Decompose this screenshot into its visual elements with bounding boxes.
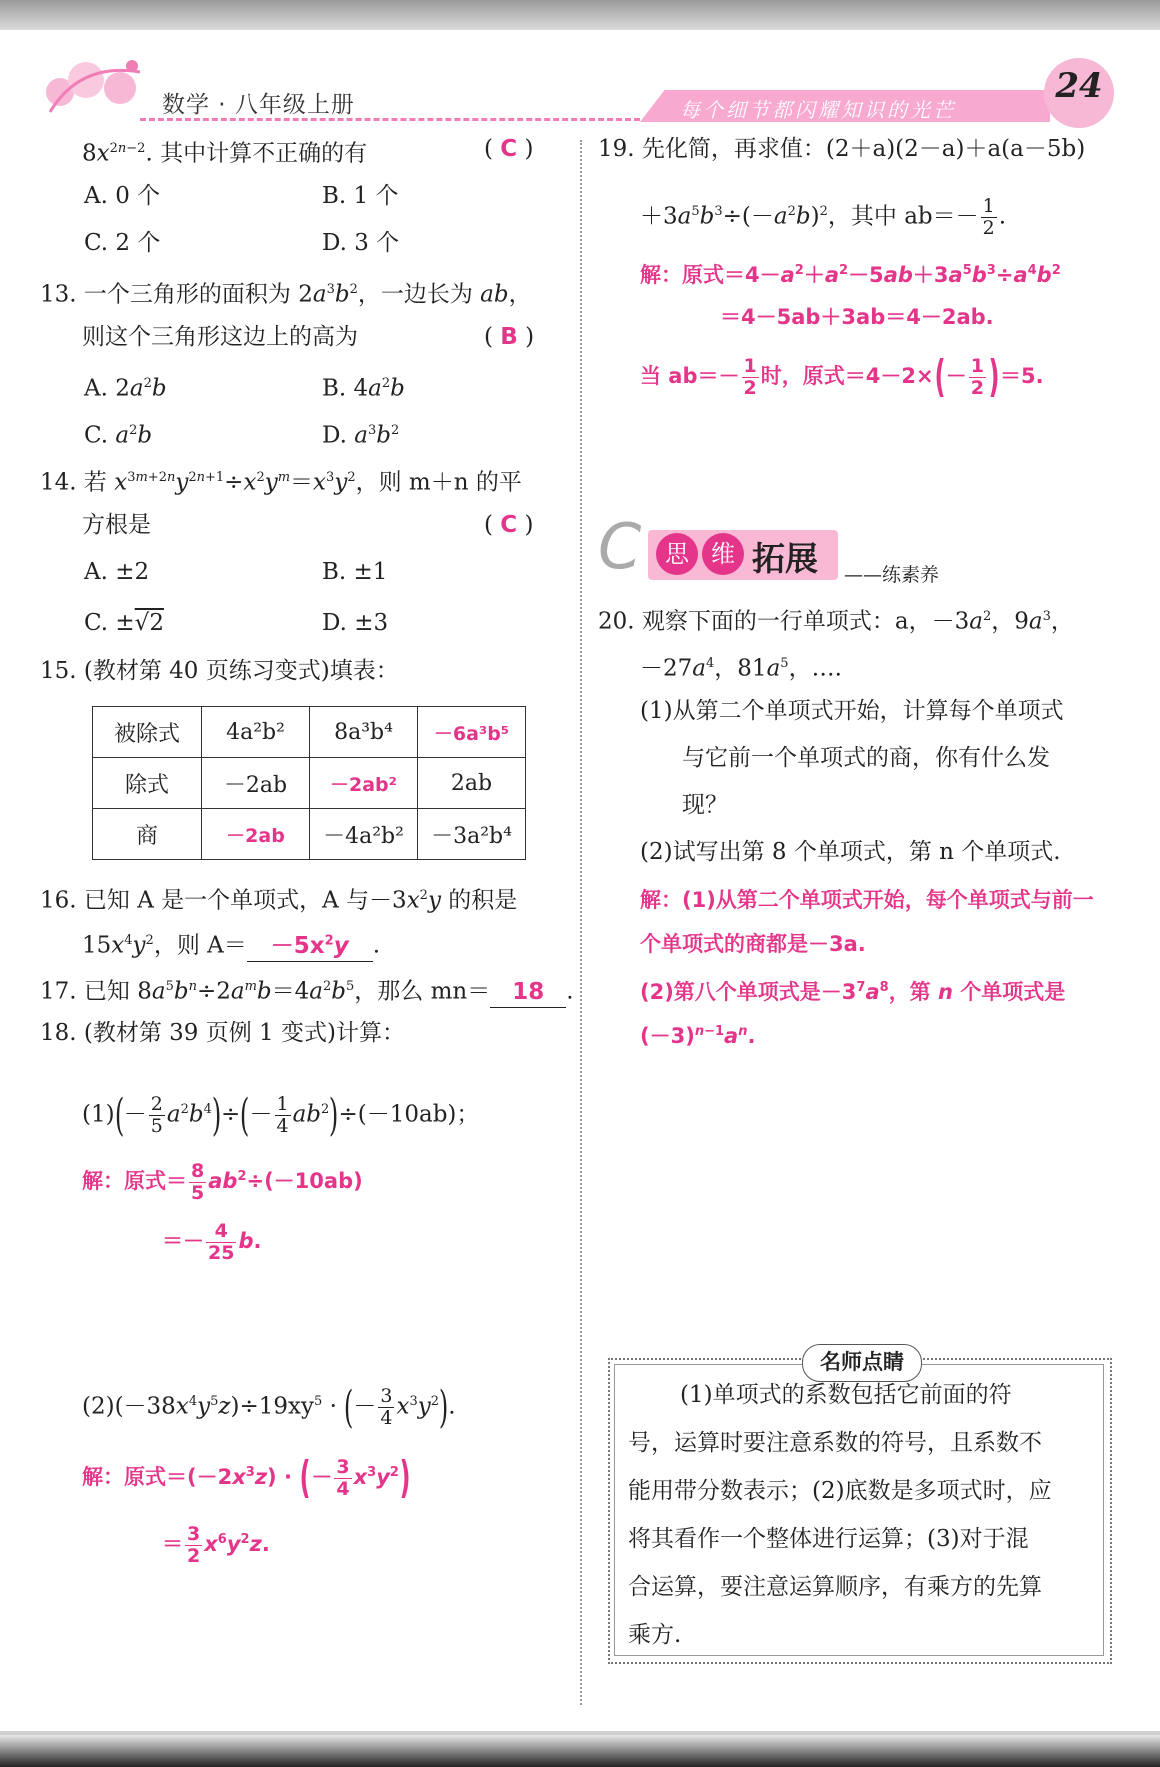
column-divider: [580, 140, 582, 1705]
header-banner-text: 每个细节都闪耀知识的光芒: [680, 98, 956, 122]
viewer-top-bar: [0, 0, 1160, 30]
tip-line: 合运算，要注意运算顺序，有乘方的先算: [628, 1574, 1042, 1600]
q19-stem-line2: $+3a^5b^3\div(-a^2b)^2$，其中 ab＝－ $\frac{1}{2}$ .: [640, 195, 1007, 240]
tip-line: 将其看作一个整体进行运算；(3)对于混: [628, 1526, 1029, 1552]
table-row-label: 除式: [93, 758, 202, 809]
table-cell: －3a²b⁴: [418, 809, 526, 860]
q12-option-a: A. 0 个: [84, 183, 161, 209]
q19-solution-line3: 当 ab＝－ $\frac{1}{2}$ 时，原式＝4－2×(－ $\frac{1}{2}$ )＝5.: [640, 351, 1044, 402]
tip-line: 乘方.: [628, 1622, 682, 1648]
tip-line: 号，运算时要注意系数的符号，且系数不: [628, 1430, 1042, 1456]
q13-option-b: B. $4a^2b$: [322, 375, 405, 402]
q13-stem-line2: 则这个三角形这边上的高为: [82, 324, 358, 350]
table-row: [93, 707, 526, 758]
q18-solution2-line2: ＝ $\frac{3}{2}$ $x^6y^2z$.: [162, 1522, 270, 1567]
q14-stem-line2: 方根是: [82, 512, 151, 538]
q14-option-b: B. ±1: [322, 559, 388, 585]
q16-stem-line2: $15x^4y^2$，则 $A= -5x^2y$ .: [82, 926, 380, 962]
q18-solution1-line1: 解：原式＝ $\frac{8}{5}$ $ab^2\div(-10ab)$: [82, 1159, 363, 1204]
table-cell: 8a³b⁴: [310, 707, 418, 758]
table-row-label: 被除式: [93, 707, 202, 758]
table-cell: 2ab: [418, 758, 526, 809]
table-cell-answer: －2ab²: [310, 758, 418, 809]
q14-option-d: D. ±3: [322, 610, 389, 636]
q20-solution-line3: (2)第八个单项式是$-3^7a^8$，第 n 个单项式是: [640, 980, 1066, 1004]
q18-part2: $(2)(-38x^4y^5z)\div 19xy^5$ · (－ $\frac{3}{4}$ $x^3y^2$).: [82, 1381, 456, 1433]
header-dashed-line: [140, 118, 640, 121]
section-subtitle: ——练素养: [844, 564, 940, 586]
q14-option-c: C. ±√2: [84, 610, 164, 636]
page-number: 24: [1055, 66, 1103, 106]
q15-stem: 15. (教材第 40 页练习变式)填表：: [40, 658, 399, 684]
q16-stem-line1: 16. 已知 A 是一个单项式，A 与$-3x^2y$ 的积是: [40, 887, 518, 914]
q12-stem: $8x^{2n-2}$. 其中计算不正确的有: [82, 140, 368, 167]
q13-answer: ( B ): [484, 324, 535, 350]
table-cell: －4a²b²: [310, 809, 418, 860]
table-cell-answer: －2ab: [202, 809, 310, 860]
q12-option-d: D. 3 个: [322, 230, 400, 256]
q20-part2: (2)试写出第 8 个单项式，第 n 个单项式.: [640, 839, 1061, 865]
table-row-label: 商: [93, 809, 202, 860]
division-table: [92, 706, 526, 860]
q18-part1: (1)(－ $\frac{2}{5}$ $a^2b^4)\div(-$ $\frac{1}{4}$ $ab^2)\div(-10ab)$；: [82, 1089, 480, 1141]
section-char-circle: 维: [702, 533, 744, 575]
q20-solution-line4: $(-3)^{n-1}a^n$.: [640, 1024, 756, 1048]
q20-stem-line2: $-27a^4$，$81a^5$，….: [640, 655, 842, 682]
q13-option-c: C. $a^2b$: [84, 422, 153, 449]
q13-stem-line1: 13. 一个三角形的面积为 $2a^3b^2$，一边长为 ab，: [40, 281, 532, 308]
q19-solution-line1: 解：原式$=4-a^2+a^2-5ab+3a^5b^3\div a^4b^2$: [640, 263, 1061, 287]
table-cell: －2ab: [202, 758, 310, 809]
floral-ornament-icon: [40, 52, 150, 120]
q12-option-c: C. 2 个: [84, 230, 161, 256]
q19-solution-line2: ＝4－5ab＋3ab＝4－2ab.: [720, 305, 994, 329]
table-cell: 4a²b²: [202, 707, 310, 758]
q13-option-a: A. $2a^2b$: [84, 375, 167, 402]
q20-stem-line1: 20. 观察下面的一行单项式：a，$-3a^2$，$9a^3$，: [598, 608, 1074, 635]
section-letter: C: [598, 510, 642, 583]
tip-line: (1)单项式的系数包括它前面的符: [680, 1382, 1012, 1408]
tip-line: 能用带分数表示；(2)底数是多项式时，应: [628, 1478, 1052, 1504]
q17-stem: 17. 已知 $8a^5b^n\div 2a^mb=4a^2b^5$，那么 mn＝ 18 .: [40, 972, 574, 1008]
q13-option-d: D. $a^3b^2$: [322, 422, 400, 449]
section-title: 拓展: [752, 539, 818, 578]
section-char-circle: 思: [656, 533, 698, 575]
q14-answer: ( C ): [484, 512, 534, 538]
q20-part1-line3: 现？: [682, 792, 728, 818]
q20-part1-line1: (1)从第二个单项式开始，计算每个单项式: [640, 698, 1064, 724]
table-row: [93, 758, 526, 809]
q14-option-a: A. ±2: [84, 559, 150, 585]
q20-solution-line2: 个单项式的商都是－3a.: [640, 932, 866, 956]
q14-stem-line1: 14. 若 $x^{3m+2n}y^{2n+1}\div x^2y^m=x^3y^2$，则 m＋n 的平: [40, 469, 522, 496]
q19-stem-line1: 19. 先化简，再求值：(2＋a)(2－a)＋a(a－5b): [598, 136, 1086, 162]
q20-solution-line1: 解：(1)从第二个单项式开始，每个单项式与前一: [640, 888, 1094, 912]
q18-solution2-line1: 解：原式$=(-2x^3z)$ · (－ $\frac{3}{4}$ $x^3y^2$): [82, 1452, 411, 1503]
teacher-tip-title: 名师点睛: [802, 1344, 922, 1382]
book-subject-title: 数学 · 八年级上册: [162, 92, 355, 118]
viewer-bottom-bar: [0, 1735, 1160, 1767]
q18-stem: 18. (教材第 39 页例 1 变式)计算：: [40, 1020, 405, 1046]
table-row: [93, 809, 526, 860]
q12-answer: ( C ): [484, 136, 534, 162]
q18-solution1-line2: ＝－ $\frac{4}{25}$ b.: [162, 1219, 262, 1264]
table-cell-answer: －6a³b⁵: [418, 707, 526, 758]
q12-option-b: B. 1 个: [322, 183, 399, 209]
q20-part1-line2: 与它前一个单项式的商，你有什么发: [682, 745, 1050, 771]
